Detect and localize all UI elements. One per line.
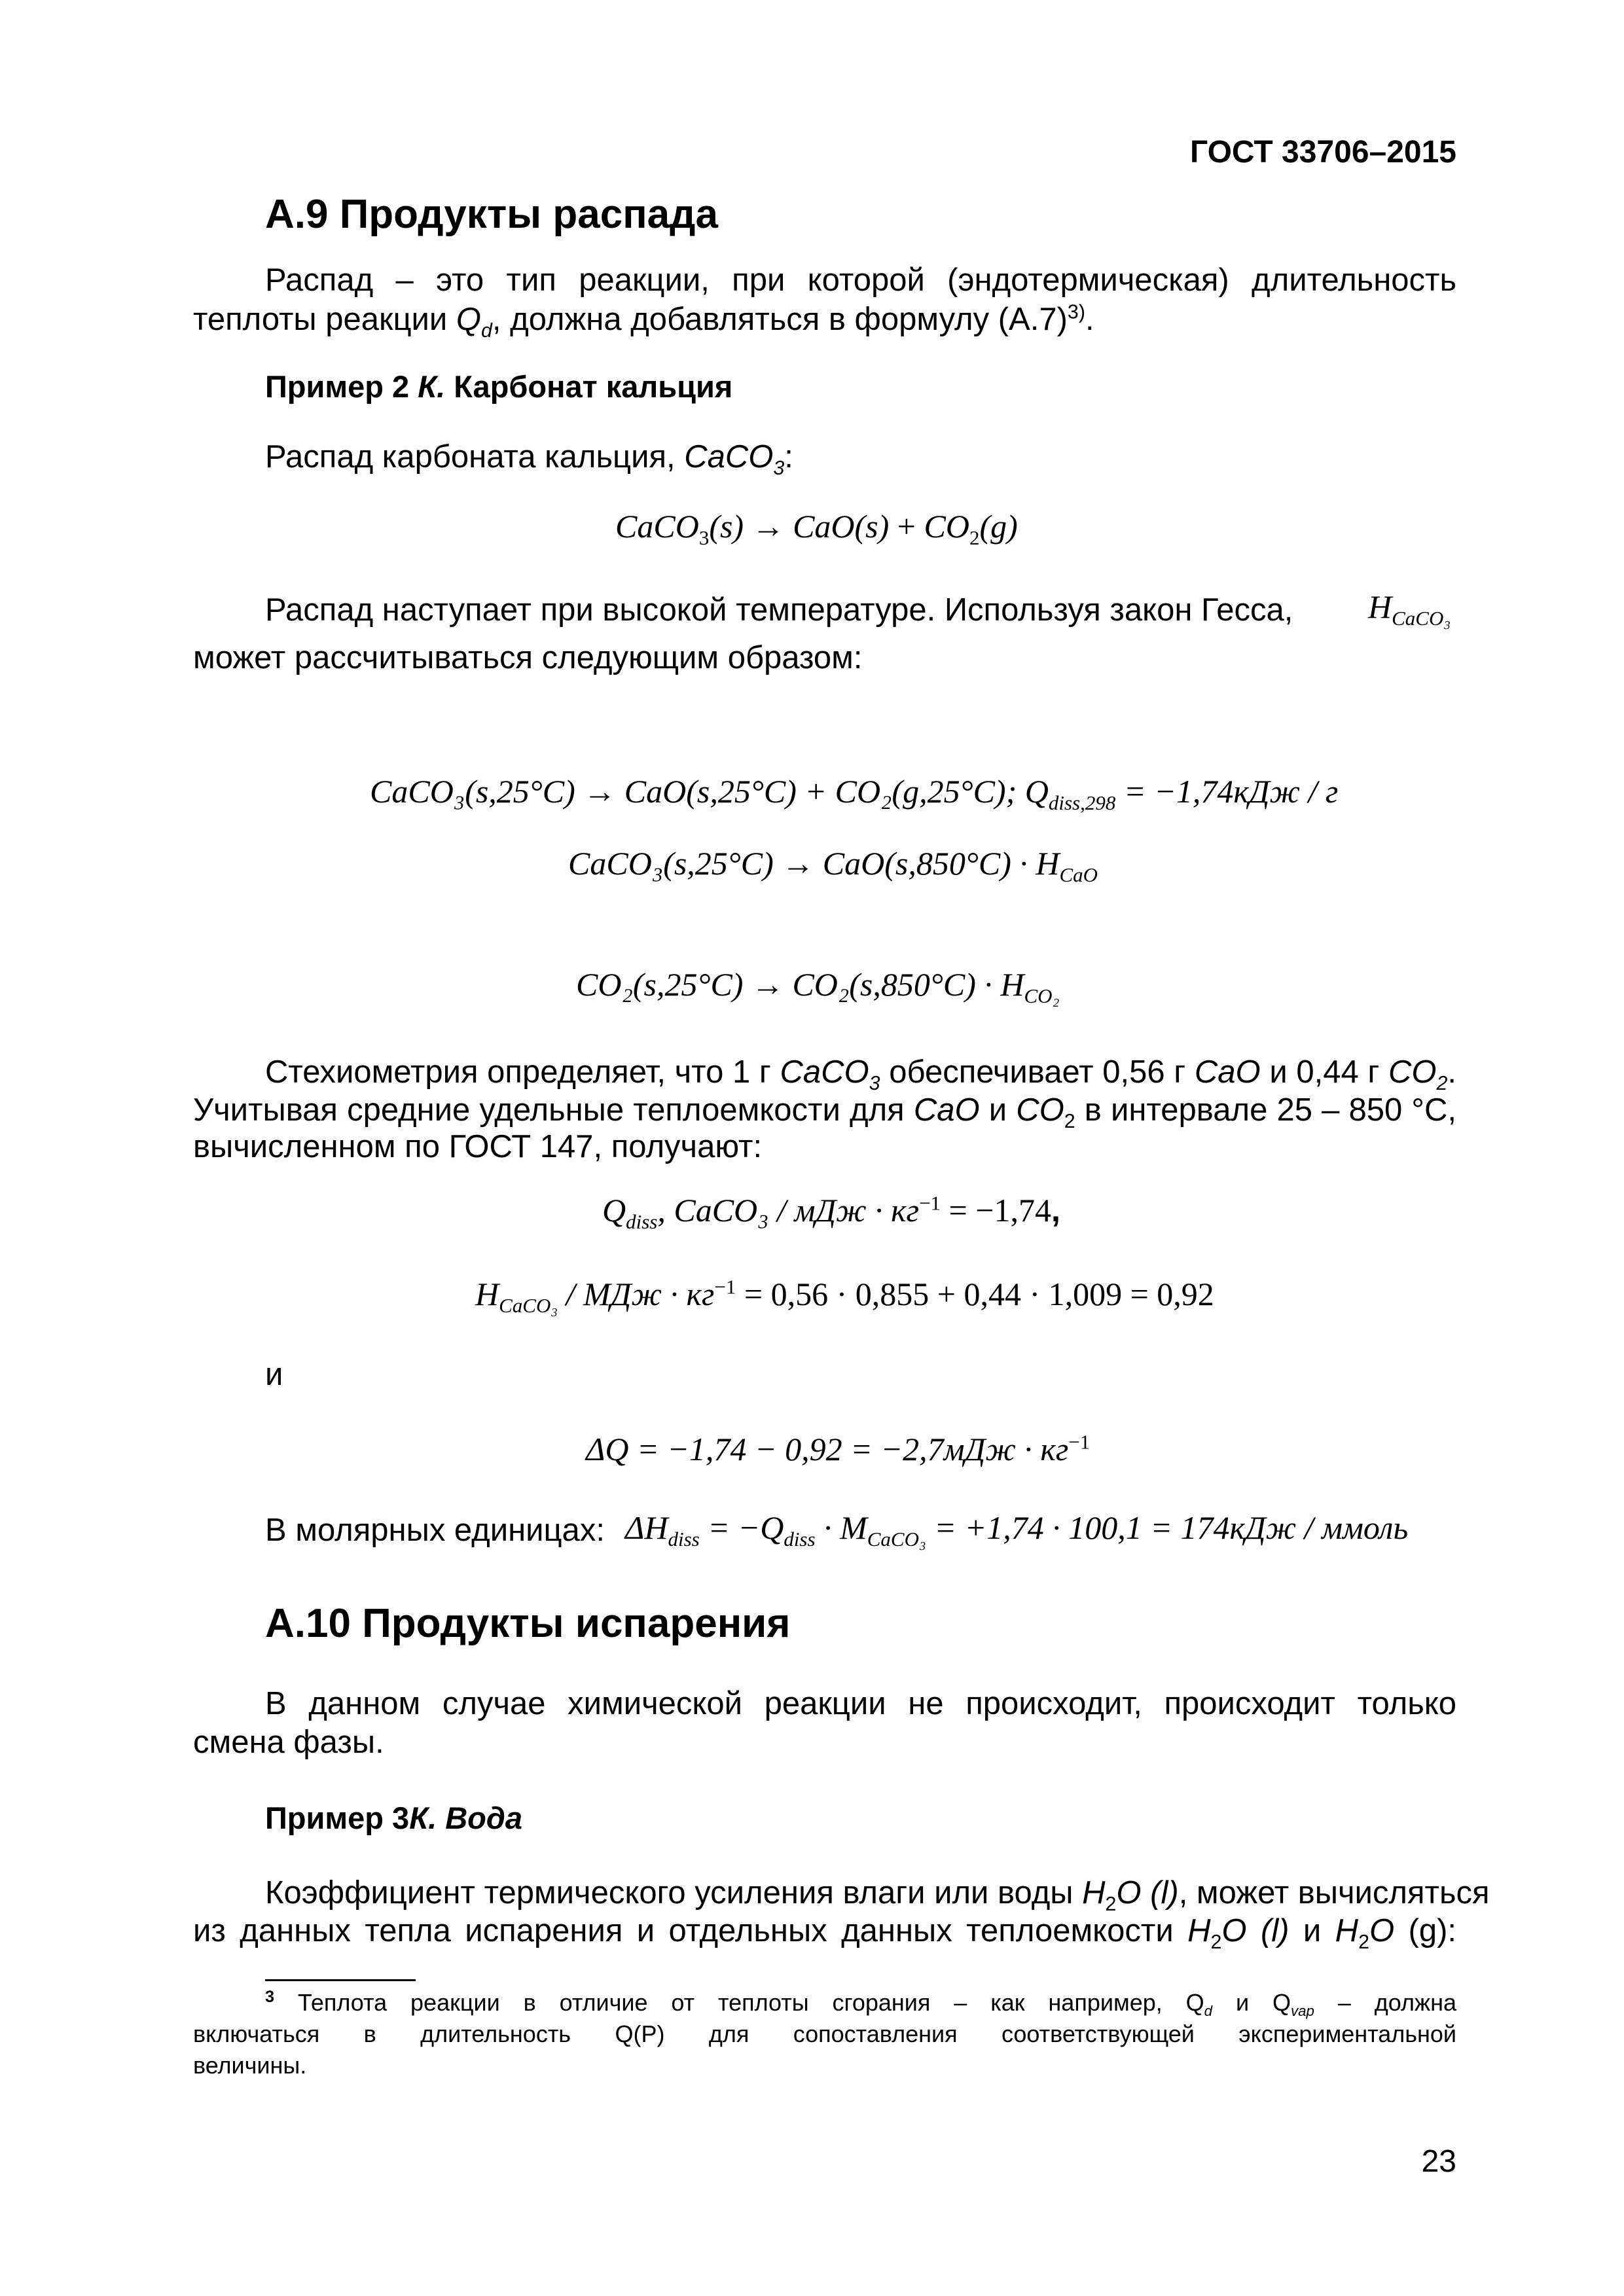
hess-symbol: $H_{CaCO_3}$ [1368, 588, 1451, 630]
example-2-title: Пример 2 К. Карбонат кальция [265, 369, 733, 404]
a9-intro-line1: Распад – это тип реакции, при которой (эндотермическая) длительность [265, 262, 1456, 298]
equation-6: $\Delta Q = -1,74 - 0,92 = -2,7мДж \cdot кг^{-1}$ [586, 1430, 1091, 1467]
hess-line1: Распад наступает при высокой температуре. Используя закон Гесса, [265, 592, 1293, 628]
example-3-title: Пример 3К. Вода [265, 1801, 523, 1835]
decomposition-text: Распад карбоната кальция, CaCO$_3$: [265, 439, 793, 479]
footnote-line1: $^3$ Теплота реакции в отличие от теплоты сгорания – как например, $Q_d$ и $Q_{vap}$ – должна [265, 1988, 1456, 2020]
hess-line2: может рассчитываться следующим образом: [193, 640, 863, 675]
equation-7: $\Delta H_{diss} = -Q_{diss} \cdot M_{CaCO_3} = +1,74 \cdot 100,1 = 174кДж$ / ммоль [625, 1509, 1409, 1551]
footnote [193, 1987, 1456, 2081]
footnote-ref: 3) [1067, 300, 1085, 323]
reaction-caco3-decomposition: CaCO$_3$(s) → $CaO(s) + CO_2(g)$ [615, 508, 1018, 549]
stoichiometry-line1: Стехиометрия определяет, что 1 г CaCO$_3$ обеспечивает 0,56 г CaO и 0,44 г $CO_2$. [265, 1054, 1456, 1094]
stoichiometry-line2: Учитывая средние удельные теплоемкости для CaO и $CO_2$ в интервале 25 – 850 °C, [193, 1092, 1456, 1132]
footnote-line3: величины. [193, 2052, 307, 2079]
a10-line1: В данном случае химической реакции не происходит, происходит только [265, 1686, 1456, 1721]
equation-1: CaCO₃(s,25°C) → CaO(s,25°C) + CO₂(g,25°C); $Q_{diss,298} = -1,74кДж / г$ [370, 773, 1339, 814]
equation-5: $H_{CaCO_3}$ / МДж · $кг^{-1} = 0,56 \cdot 0,855 + 0,44 \cdot 1,009 = 0,92$ [475, 1275, 1214, 1317]
coefficient-line2: из данных тепла испарения и отдельных данных теплоемкости $H_2O$ (l) и $H_2O$ (g): [193, 1913, 1456, 1953]
section-heading-a9: А.9 Продукты распада [265, 192, 718, 237]
footnote-separator [265, 1979, 416, 1981]
equation-3: $CO_2(s,25^\circ C) \to CO_2(s,850^\circ C) \cdot H_{CO_2}$ [576, 966, 1060, 1007]
equation-4: $Q_{diss}$, CaCO₃ / мДж · $кг^{-1} = -1,74$, [602, 1191, 1060, 1233]
molar-units-label: В молярных единицах: [265, 1513, 605, 1548]
a9-intro-line2: теплоты реакции $Q_d$, должна добавляться в формулу $(А.7)^{3)}$. [193, 300, 1094, 342]
a10-line2: смена фазы. [193, 1725, 384, 1760]
and-word: и [265, 1357, 283, 1392]
page-number: 23 [1421, 2144, 1456, 2179]
standard-id: ГОСТ 33706–2015 [1190, 135, 1456, 170]
stoichiometry-line3: вычисленном по ГОСТ 147, получают: [193, 1129, 763, 1164]
coefficient-line1: Коэффициент термического усиления влаги или воды $H_2O$ (l), может вычисляться [265, 1875, 1490, 1915]
footnote-line2: включаться в длительность Q(P) для сопоставления соответствующей экспериментальной [193, 2020, 1456, 2047]
section-heading-a10: А.10 Продукты испарения [265, 1601, 791, 1646]
equation-2: CaCO₃(s,25°C) → $CaO(s,850^\circ C) \cdot H_{CaO}$ [568, 845, 1098, 886]
